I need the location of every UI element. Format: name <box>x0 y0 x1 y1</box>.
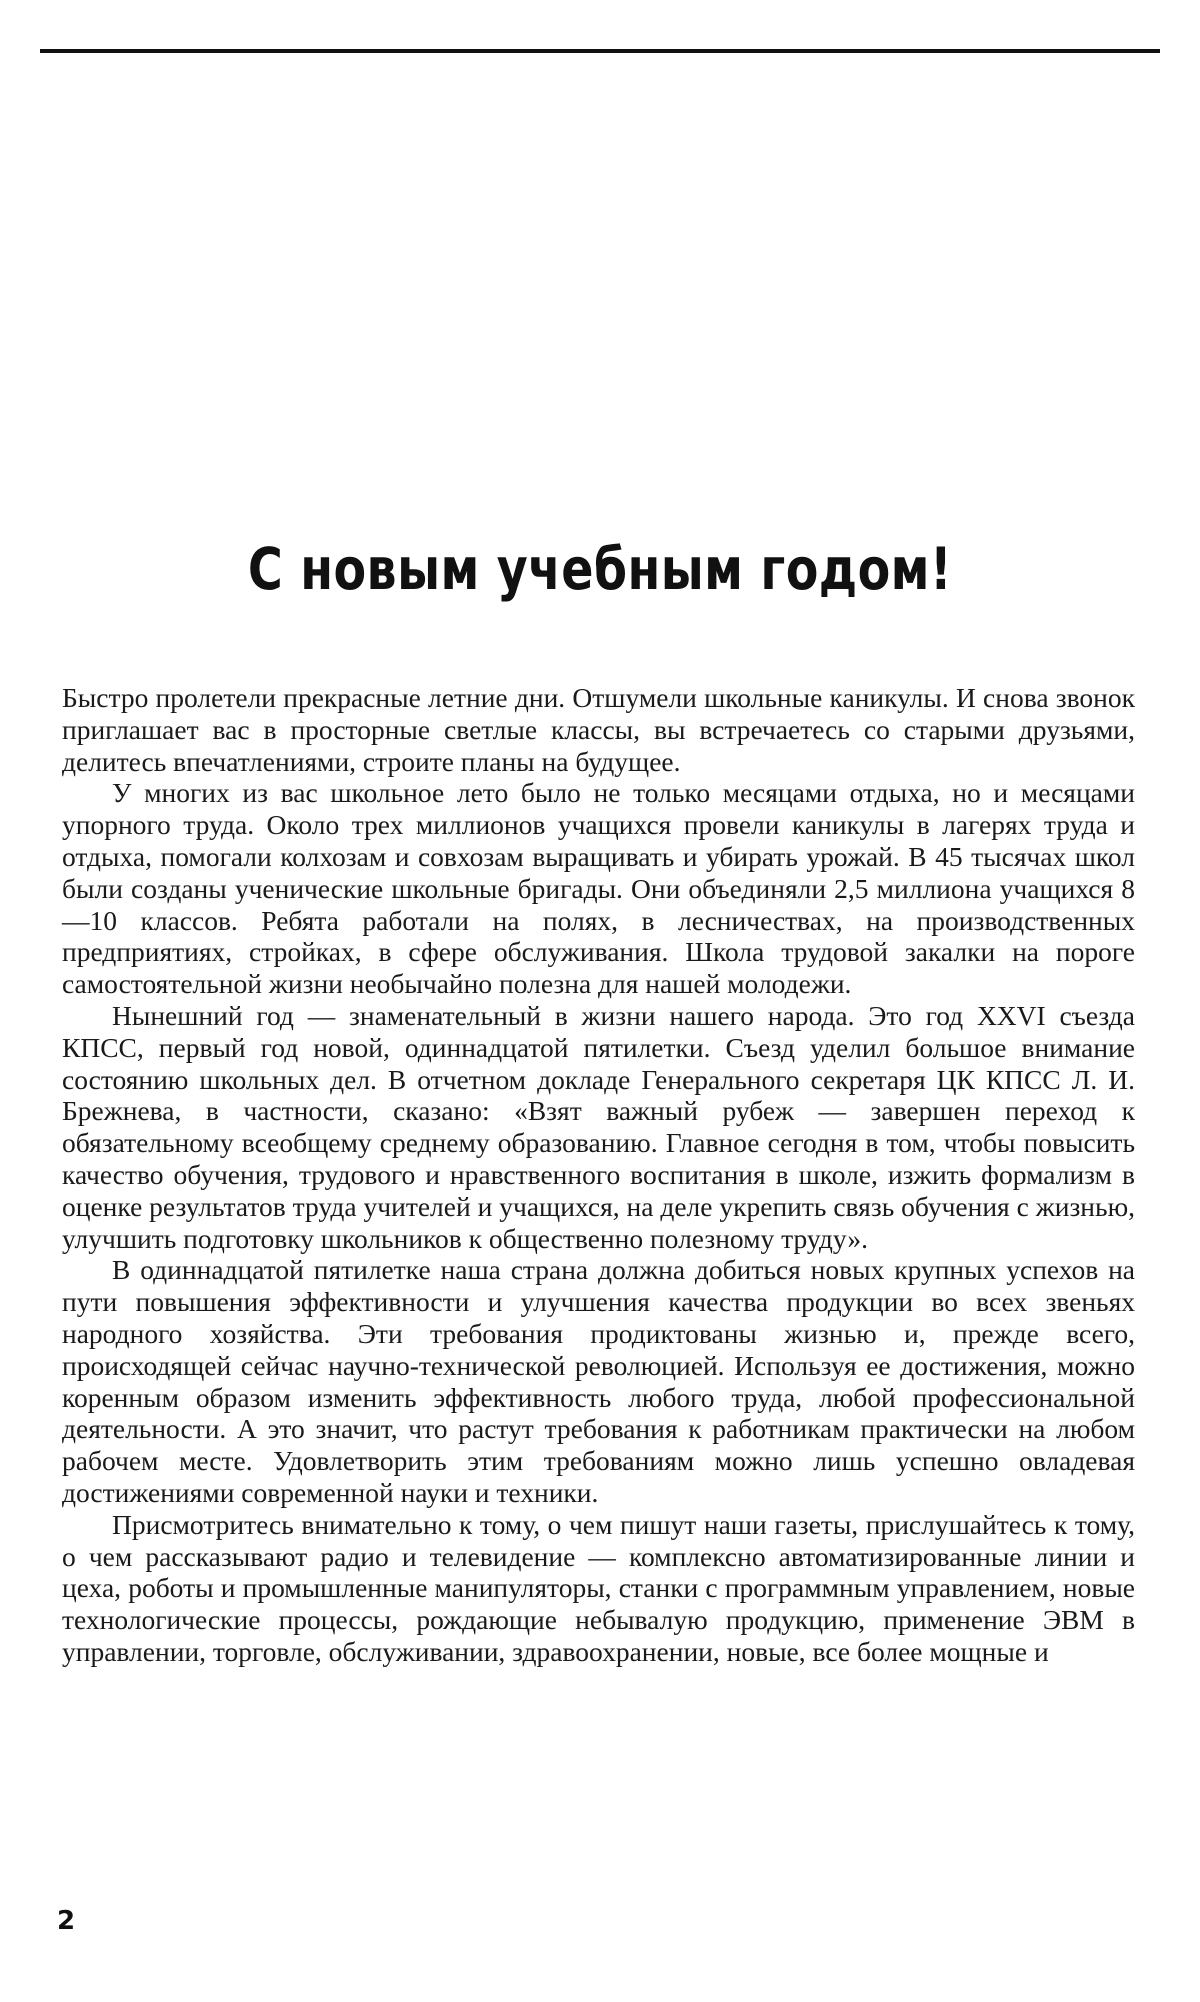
paragraph: Нынешний год — знаменательный в жизни нашего народа. Это год XXVI съезда КПСС, первый год новой, одиннадцатой пятилетки. Съезд уделил большое внимание состоянию школьных дел. В отчетном докладе Генерального секретаря ЦК КПСС Л. И. Брежнева, в частности, сказано: «Взят важный рубеж — завершен переход к обязательному всеобщему среднему образованию. Главное сегодня в том, чтобы повысить качество обучения, трудового и нравственного воспитания в школе, изжить формализм в оценке результатов труда учителей и учащихся, на деле укрепить связь обучения с жизнью, улучшить подготовку школьников к общественно полезному труду». <box>62 999 1135 1254</box>
page-number: 2 <box>57 1906 76 1936</box>
paragraph: Быстро пролетели прекрасные летние дни. Отшумели школьные каникулы. И снова звонок приглашает вас в просторные светлые классы, вы встречаетесь со старыми друзьями, делитесь впечатлениями, строите планы на будущее. <box>62 682 1135 777</box>
article-body <box>62 682 1135 1668</box>
top-rule <box>40 49 1160 53</box>
paragraph: В одиннадцатой пятилетке наша страна должна добиться новых крупных успехов на пути повышения эффективности и улучшения качества продукции во всех звеньях народного хозяйства. Эти требования продиктованы жизнью и, прежде всего, происходящей сейчас научно-технической революцией. Используя ее достижения, можно коренным образом изменить эффективность любого труда, любой профессиональной деятельности. А это значит, что растут требования к работникам практически на любом рабочем месте. Удовлетворить этим требованиям можно лишь успешно овладевая достижениями современной науки и техники. <box>62 1254 1135 1508</box>
paragraph: У многих из вас школьное лето было не только месяцами отдыха, но и месяцами упорного труда. Около трех миллионов учащихся провели каникулы в лагерях труда и отдыха, помогали колхозам и совхозам выращивать и убирать урожай. В 45 тысячах школ были созданы ученические школьные бригады. Они объединяли 2,5 миллиона учащихся 8—10 классов. Ребята работали на полях, в лесничествах, на производственных предприятиях, стройках, в сфере обслуживания. Школа трудовой закалки на пороге самостоятельной жизни необычайно полезна для нашей молодежи. <box>62 777 1135 1000</box>
paragraph: Присмотритесь внимательно к тому, о чем пишут наши газеты, прислушайтесь к тому, о чем рассказывают радио и телевидение — комплексно автоматизированные линии и цеха, роботы и промышленные манипуляторы, станки с программным управлением, новые технологические процессы, рождающие небывалую продукцию, применение ЭВМ в управлении, торговле, обслуживании, здравоохранении, новые, все более мощные и <box>62 1508 1135 1667</box>
article-title: С новым учебным годом! <box>247 535 953 603</box>
